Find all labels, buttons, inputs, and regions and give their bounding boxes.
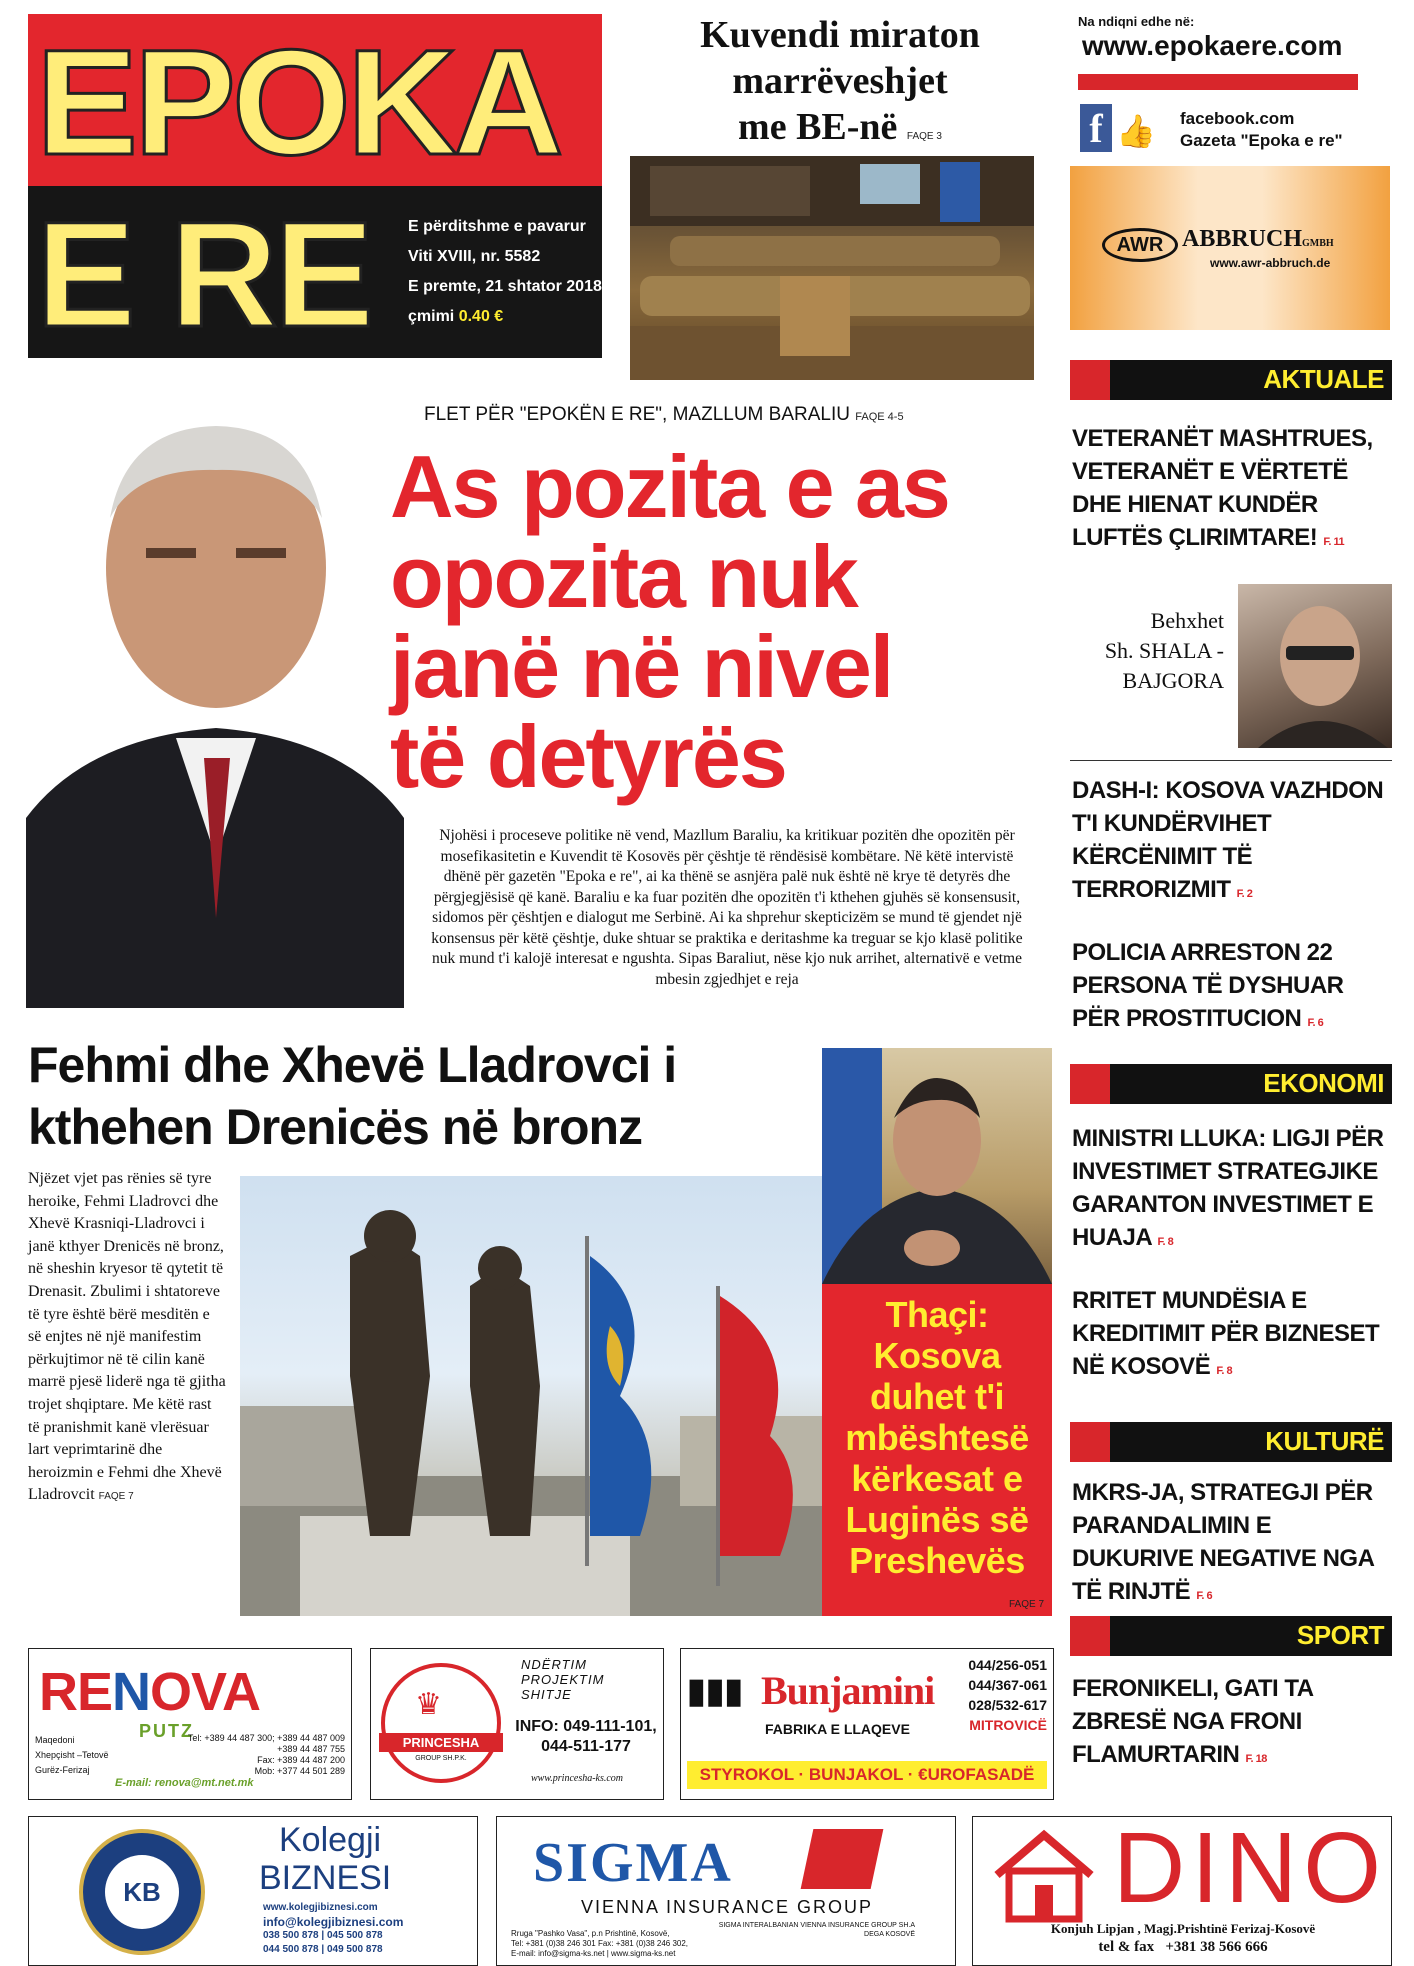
statue-photo (240, 1176, 822, 1616)
thaci-page-ref: FAQE 7 (1008, 1599, 1044, 1610)
interview-headline-line-2: opozita nuk (390, 527, 857, 626)
sigma-group: VIENNA INSURANCE GROUP (580, 1897, 874, 1917)
right-item-mkrs[interactable] (1072, 1476, 1394, 1613)
thaci-headline: Thaçi: Kosova duhet t'i mbështesë kërkesat e Luginës së Preshevës (845, 1294, 1029, 1581)
princesha-info (511, 1717, 661, 1757)
kolegji-email: info@kolegjibiznesi.com (263, 1915, 404, 1929)
bunjamini-name: Bunjamini (761, 1668, 935, 1713)
sigma-company-name: SIGMA INTERALBANIAN VIENNA INSURANCE GROUP SH.A (718, 1922, 915, 1929)
bunjamini-tel-1: 044/256-051 (968, 1657, 1047, 1673)
awr-name-text: ABBRUCH (1182, 226, 1303, 252)
fehmi-headline-line-2: kthehen Drenicës në bronz (28, 1099, 643, 1155)
right-item-ref: F. 8 (1157, 1236, 1174, 1248)
bunjamini-tel-2: 044/367-061 (968, 1677, 1047, 1693)
dino-address: Konjuh Lipjan , Magj.Prishtinë Ferizaj-Kosovë (1050, 1921, 1316, 1936)
thaci-photo (822, 1048, 1052, 1284)
sigma-email: E-mail: info@sigma-ks.net | www.sigma-ks.net (511, 1949, 676, 1958)
price-line (408, 302, 602, 332)
right-item-ref: F. 6 (1307, 1017, 1324, 1029)
sigma-addr: Rruga "Pashko Vasa", p.n Prishtinë, Kosovë, (511, 1929, 670, 1938)
awr-suffix: GMBH (1302, 238, 1334, 249)
princesha-sub: GROUP SH.P.K. (415, 1755, 467, 1762)
renova-ad[interactable] (28, 1648, 352, 1800)
masthead-top (28, 14, 602, 186)
fehmi-body (28, 1168, 226, 1509)
princesha-url: www.princesha-ks.com (531, 1773, 624, 1784)
interview-headline-line-3: janë në nivel (390, 617, 893, 716)
fehmi-headline[interactable] (28, 1034, 818, 1158)
parliament-photo-illustration (630, 156, 1034, 380)
sigma-ad[interactable] (496, 1816, 956, 1966)
princesha-line-3: SHITJE (521, 1687, 572, 1702)
bunjamini-sub: FABRIKA E LLAQEVE (765, 1721, 910, 1737)
red-divider (1078, 74, 1358, 90)
columnist-line-2: Sh. SHALA - (1104, 638, 1224, 663)
bunjamini-stripes-icon: ▮▮▮ (687, 1672, 744, 1710)
facebook-icon[interactable]: f (1080, 104, 1112, 152)
right-item-lluka[interactable] (1072, 1122, 1394, 1259)
section-ekonomi (1070, 1064, 1392, 1104)
renova-fax: Fax: +389 44 487 200 (257, 1755, 345, 1765)
kolegji-ad[interactable] (28, 1816, 478, 1966)
right-item-ref: F. 8 (1216, 1365, 1233, 1377)
columnist-portrait-illustration (1238, 584, 1392, 748)
renova-logo (39, 1661, 260, 1723)
section-kulture-label: KULTURË (1265, 1426, 1384, 1456)
facebook-text[interactable] (1180, 108, 1343, 152)
dino-name: DINO (1113, 1812, 1387, 1924)
renova-addr-1: Maqedoni (35, 1735, 75, 1745)
renova-phones (188, 1733, 345, 1777)
facebook-page: Gazeta "Epoka e re" (1180, 131, 1343, 150)
dino-ad[interactable] (972, 1812, 1392, 1966)
right-item-text: POLICIA ARRESTON 22 PERSONA TË DYSHUAR PËR PROSTITUCION (1072, 939, 1344, 1032)
parliament-photo (630, 156, 1034, 380)
baraliu-photo (26, 398, 404, 1008)
crown-icon: ♛ (415, 1688, 442, 1721)
awr-url: www.awr-abbruch.de (1210, 256, 1331, 270)
masthead-name-top: EPOKA (36, 18, 560, 186)
tagline: E përditshme e pavarur (408, 218, 586, 235)
interview-body: Njohësi i proceseve politike në vend, Mazllum Baraliu, ka kritikuar pozitën dhe opozitën për mosefikasitetin e Kuvendit të Kosovës për çështje të rëndësisë kombëtare. Në këtë intervistë dhënë për gazetën "Epoka e re", ai ka thënë se asnjëra palë nuk është në krye të detyrës dhe përgjegjësisë që kanë. Baraliu e ka fuar pozitën dhe opozitën t'i kthehen gjuhës së konsensusit, sidomos për çështjen e dialogut me Serbinë. Ai ka shprehur skepticizëm se mund të gjendet një konsensus për këtë çështje, duke shtuar se praktika e deritashme ka treguar se kjo klasë politike nuk mund t'i kalojë interesat e ngushta. Sipas Baraliut, nëse kjo nuk arrihet, alternativë e vetme mbesin zgjedhjet e reja (431, 827, 1023, 988)
awr-logo: AWR (1102, 228, 1178, 262)
interview-headline[interactable] (390, 437, 1050, 806)
statue-photo-illustration (240, 1176, 822, 1616)
right-item-ref: F. 18 (1245, 1753, 1267, 1765)
princesha-info-1: INFO: 049-111-101, (515, 1718, 657, 1735)
right-item-ref: F. 6 (1196, 1590, 1213, 1602)
issue-number: Viti XVIII, nr. 5582 (408, 248, 541, 265)
renova-addr-2: Xhepçisht –Tetovë (35, 1750, 109, 1760)
masthead-info (408, 212, 602, 332)
price: 0.40 € (458, 308, 504, 325)
section-marker (1070, 1616, 1110, 1656)
renova-sub: PUTZ (139, 1721, 194, 1741)
renova-logo-a: RE (39, 1662, 113, 1722)
bunjamini-phones (968, 1655, 1047, 1735)
top-story-line-3-text: me BE-në (738, 106, 898, 148)
renova-logo-b: N (112, 1662, 151, 1722)
columnist-line-3: BAJGORA (1122, 668, 1224, 693)
dino-phone (981, 1939, 1385, 1956)
section-sport-label: SPORT (1296, 1620, 1384, 1650)
right-item-text: MINISTRI LLUKA: LIGJI PËR INVESTIMET STRATEGJIKE GARANTON INVESTIMET E HUAJA (1072, 1125, 1384, 1251)
thumbs-up-icon: 👍 (1116, 113, 1156, 149)
renova-mob: Mob: +377 44 501 289 (254, 1766, 345, 1776)
princesha-line-1: NDËRTIM (521, 1657, 587, 1672)
bunjamini-city: MITROVICË (969, 1717, 1047, 1733)
columnist-photo (1238, 584, 1392, 748)
renova-logo-c: OVA (150, 1662, 261, 1722)
section-marker (1070, 360, 1110, 400)
sigma-tel: Tel: +381 (0)38 246 301 Fax: +381 (0)38 246 302, (511, 1939, 689, 1948)
fehmi-headline-line-1: Fehmi dhe Xhevë Lladrovci i (28, 1037, 677, 1093)
right-item-text: RRITET MUNDËSIA E KREDITIMIT PËR BIZNESET NË KOSOVË (1072, 1287, 1380, 1380)
section-ekonomi-label: EKONOMI (1263, 1068, 1384, 1098)
website-link[interactable]: www.epokaere.com (1082, 30, 1343, 61)
dino-tel: +381 38 566 666 (1165, 1939, 1268, 1955)
right-item-text: FERONIKELI, GATI TA ZBRESË NGA FRONI FLAMURTARIN (1072, 1675, 1313, 1768)
bunjamini-ad[interactable] (680, 1648, 1054, 1800)
section-sport (1070, 1616, 1392, 1656)
renova-tel-2: +389 44 487 755 (277, 1744, 345, 1754)
awr-name (1182, 226, 1334, 253)
princesha-info-2: 044-511-177 (541, 1738, 631, 1755)
top-story-line-1: Kuvendi miraton (700, 14, 980, 56)
renova-addr-3: Gurëz-Ferizaj (35, 1765, 90, 1775)
right-item-text: VETERANËT MASHTRUES, VETERANËT E VËRTETË DHE HIENAT KUNDËR LUFTËS ÇLIRIMTARE! (1072, 425, 1373, 551)
masthead-name-bottom: E RE (36, 190, 371, 358)
right-item-kreditimi[interactable] (1072, 1284, 1394, 1388)
columnist-line-1: Behxhet (1150, 608, 1224, 633)
sigma-company (719, 1921, 915, 1939)
kolegji-phones-2: 044 500 878 | 049 500 878 (263, 1944, 383, 1955)
top-story-headline[interactable] (630, 12, 1050, 160)
interview-headline-line-1: As pozita e as (390, 437, 949, 536)
top-story-line-3 (630, 104, 1050, 160)
masthead (28, 14, 602, 358)
thaci-box[interactable] (822, 1284, 1052, 1616)
price-label: çmimi (408, 308, 455, 325)
top-story-line-2: marrëveshjet (732, 60, 948, 102)
interview-page-ref: FAQE 4-5 (855, 411, 904, 423)
section-aktuale (1070, 360, 1392, 400)
top-story-page-ref: FAQE 3 (906, 131, 942, 142)
house-icon (989, 1827, 1099, 1923)
section-marker (1070, 1064, 1110, 1104)
kolegji-seal (79, 1829, 205, 1955)
kolegji-name-2: BIZNESI (259, 1859, 392, 1897)
right-item-ref: F. 11 (1323, 536, 1345, 548)
right-item-policia[interactable] (1072, 936, 1394, 1040)
princesha-ad[interactable] (370, 1648, 664, 1800)
right-item-text: DASH-I: KOSOVA VAZHDON T'I KUNDËRVIHET KËRCËNIMIT TË TERRORIZMIT (1072, 777, 1384, 903)
fehmi-body-text: Njëzet vjet pas rënies së tyre heroike, Fehmi Lladrovci dhe Xhevë Krasniqi-Lladrovci i janë kthyer Drenicës në bronz, në sheshin kryesor të qytetit të Drenasit. Zbulimi i shtatoreve të tyre është bërë mesditën e së enjtes në një manifestim përkujtimor në të cilin kanë marrë pjesë liderë nga të gjitha trojet shqiptare. Me këtë rast të pranishmit kanë vlerësuar lart veprimtarinë dhe heroizmin e Fehmi dhe Xhevë Lladrovcit (28, 1170, 226, 1504)
kolegji-name (259, 1821, 391, 1897)
sigma-name: SIGMA (533, 1832, 733, 1894)
bunjamini-tel-3: 028/532-617 (968, 1697, 1047, 1713)
sigma-address (511, 1929, 688, 1959)
section-kulture (1070, 1422, 1392, 1462)
princesha-line-2: PROJEKTIM (521, 1672, 605, 1687)
renova-address (35, 1733, 109, 1778)
princesha-name: PRINCESHA (379, 1733, 503, 1752)
right-divider (1070, 760, 1392, 761)
kolegji-name-1: Kolegji (279, 1821, 382, 1859)
issue-date: E premte, 21 shtator 2018 (408, 278, 602, 295)
sigma-logo-icon (801, 1829, 884, 1889)
right-item-text: MKRS-JA, STRATEGJI PËR PARANDALIMIN E DUKURIVE NEGATIVE NGA TË RINJTË (1072, 1479, 1374, 1605)
right-item-ref: F. 2 (1236, 888, 1253, 900)
bunjamini-products: STYROKOL · BUNJAKOL · €UROFASADË (687, 1761, 1047, 1789)
columnist-name (1074, 606, 1224, 696)
dino-tel-label: tel & fax (1098, 1939, 1155, 1955)
thaci-portrait-illustration (822, 1048, 1052, 1284)
interview-kicker (424, 404, 1024, 426)
kolegji-contacts (263, 1901, 403, 1957)
renova-tel: Tel: +389 44 487 300; +389 44 487 009 (187, 1733, 345, 1743)
renova-email: E-mail: renova@mt.net.mk (115, 1777, 254, 1789)
right-item-dash[interactable] (1072, 774, 1394, 911)
princesha-logo (381, 1663, 501, 1783)
baraliu-portrait-illustration (26, 398, 404, 1008)
princesha-services (521, 1657, 604, 1702)
facebook-url: facebook.com (1180, 109, 1295, 128)
follow-label: Na ndiqni edhe në: (1078, 14, 1195, 29)
right-item-veteranet[interactable] (1072, 422, 1394, 559)
kolegji-phones-1: 038 500 878 | 045 500 878 (263, 1930, 383, 1941)
interview-kicker-text: FLET PËR "EPOKËN E RE", MAZLLUM BARALIU (424, 404, 850, 425)
sigma-branch: DEGA KOSOVË (864, 1931, 915, 1938)
fehmi-page-ref: FAQE 7 (98, 1491, 134, 1503)
interview-headline-line-4: të detyrës (390, 707, 786, 806)
kolegji-url: www.kolegjibiznesi.com (263, 1902, 378, 1913)
kolegji-seal-letters: KB (105, 1855, 179, 1929)
section-aktuale-label: AKTUALE (1263, 364, 1384, 394)
masthead-bottom (28, 186, 602, 358)
right-item-feronikeli[interactable] (1072, 1672, 1394, 1776)
awr-ad[interactable] (1070, 166, 1390, 330)
section-marker (1070, 1422, 1110, 1462)
